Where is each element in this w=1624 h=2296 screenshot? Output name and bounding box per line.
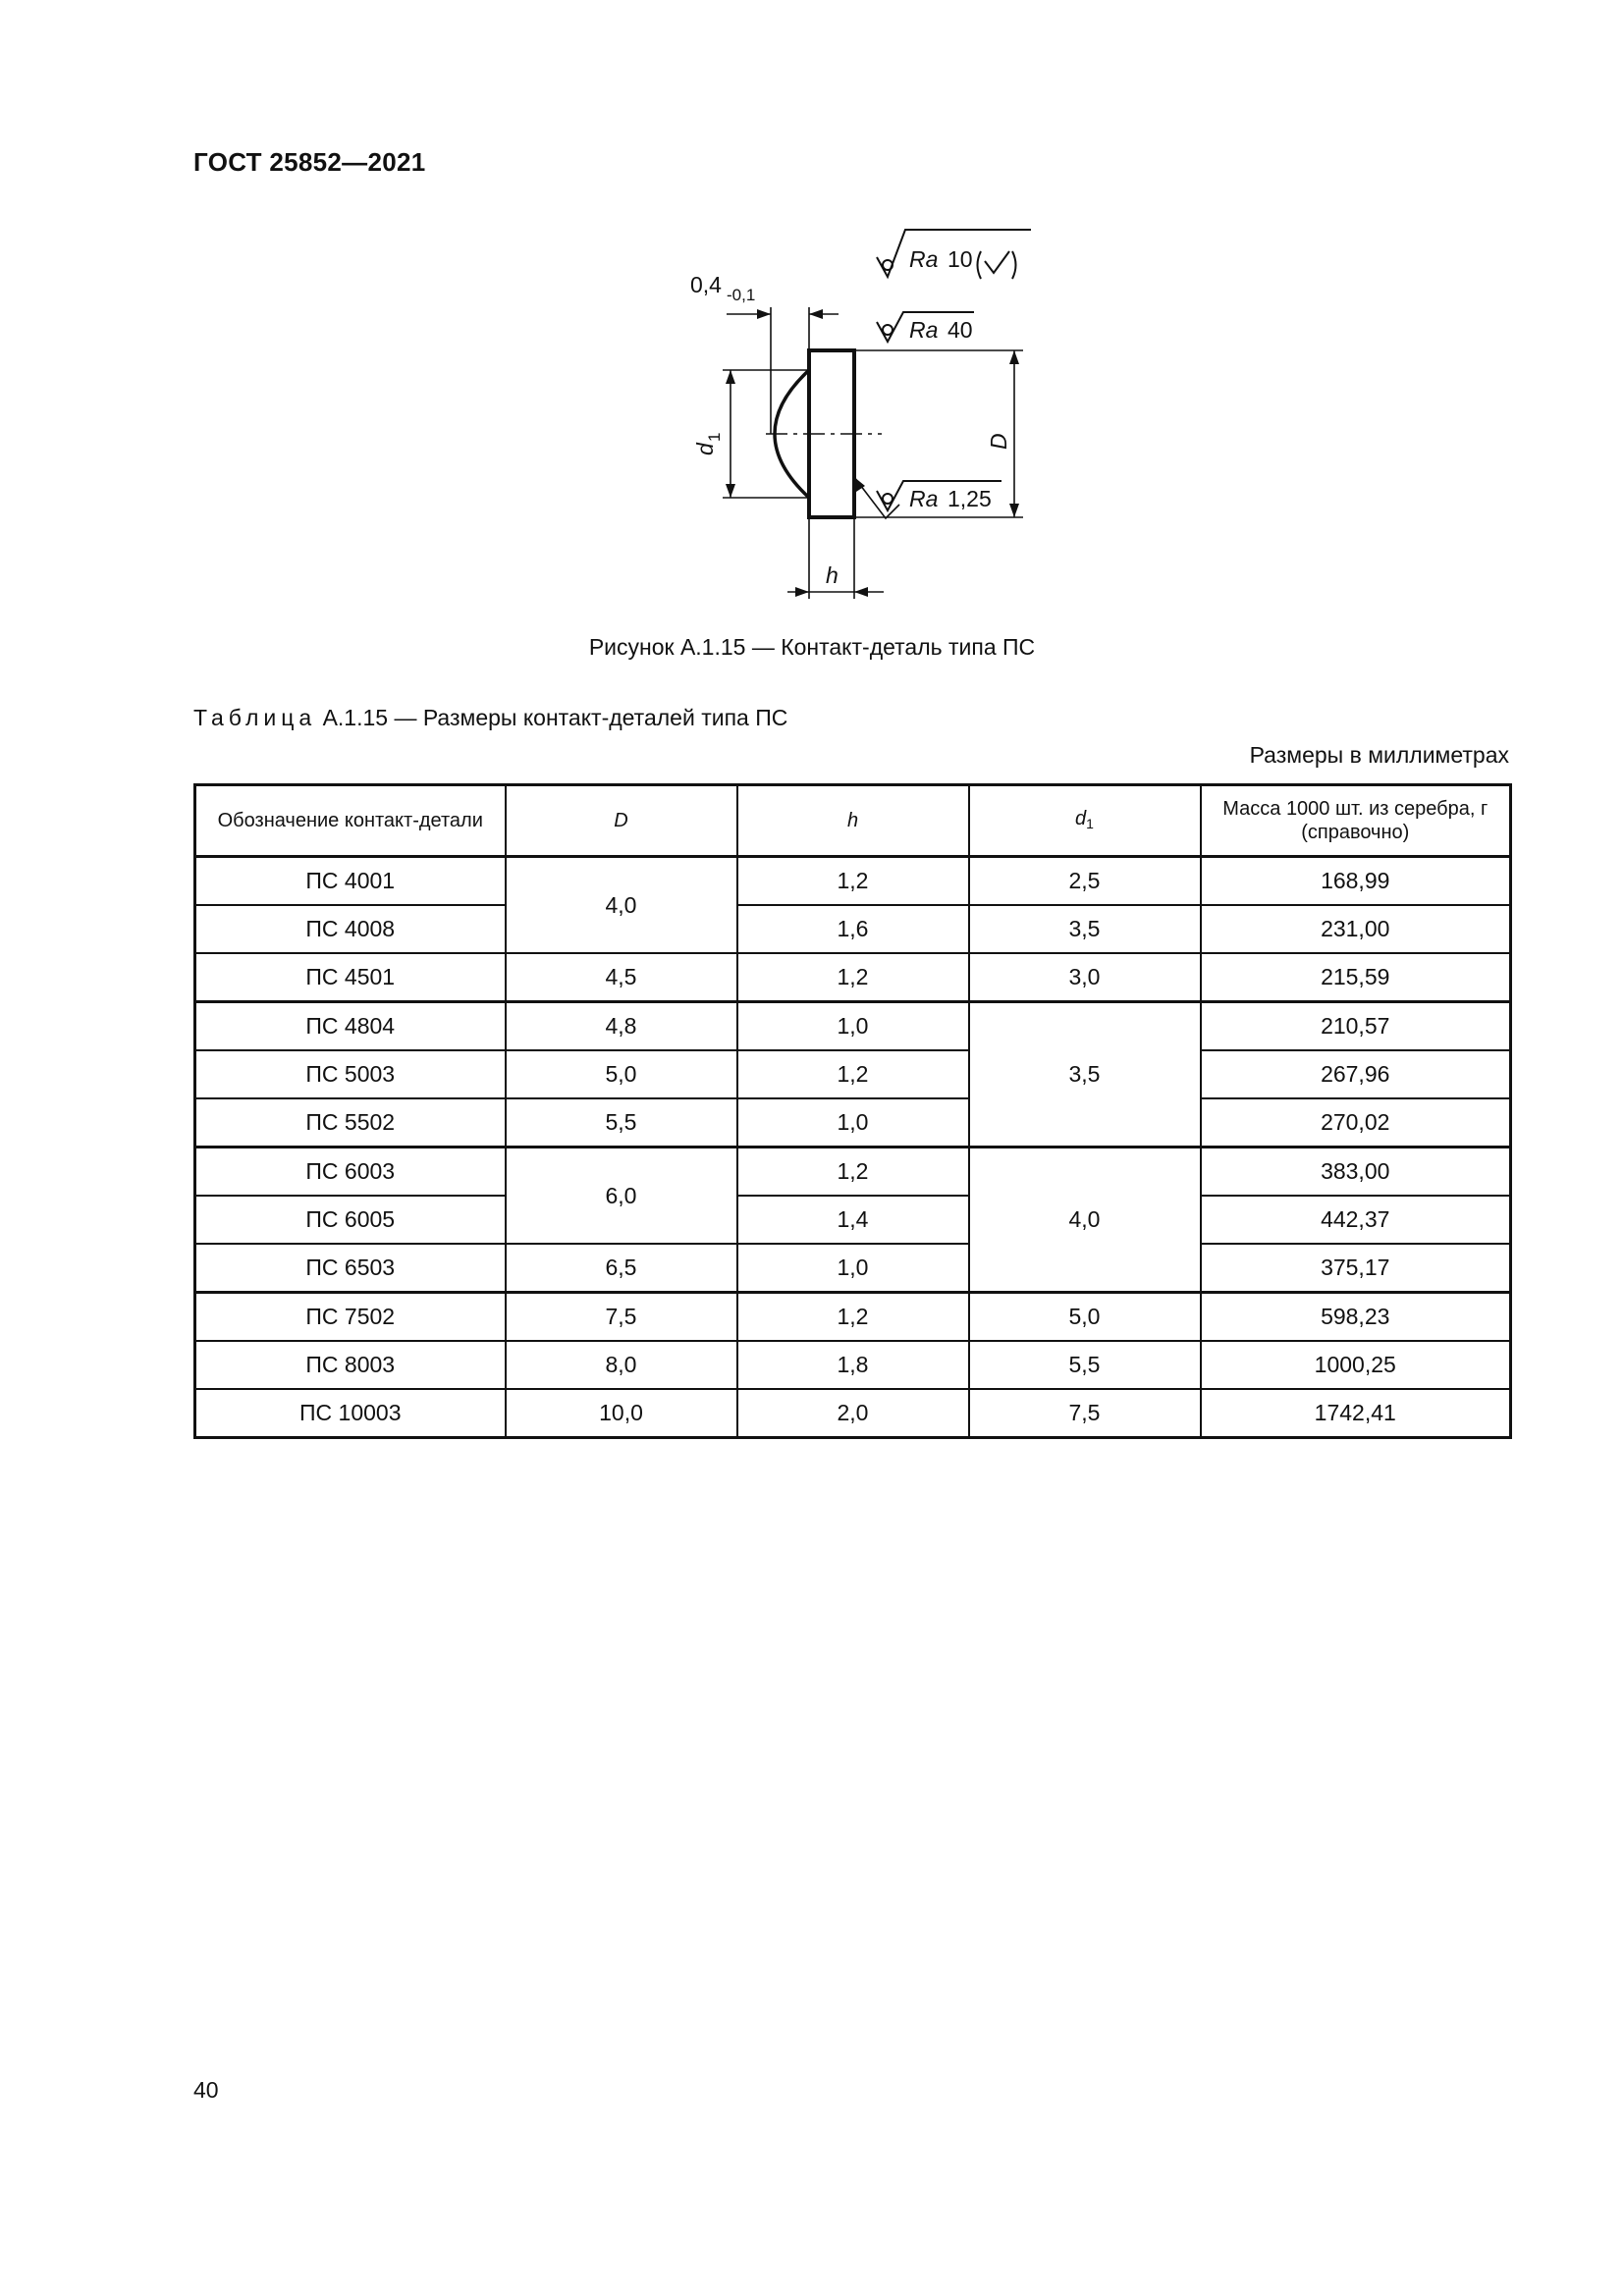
dimensions-table	[193, 783, 1512, 1439]
cell-D: 8,0	[506, 1341, 737, 1389]
cell-mass: 1000,25	[1201, 1341, 1511, 1389]
cell-h: 1,0	[737, 1244, 969, 1293]
cell-d1: 5,5	[969, 1341, 1201, 1389]
cell-designation: ПС 6003	[195, 1148, 506, 1197]
header-d1-sub: 1	[1086, 815, 1094, 831]
cell-h: 1,2	[737, 1293, 969, 1342]
cell-mass: 210,57	[1201, 1002, 1511, 1051]
cell-designation: ПС 5003	[195, 1050, 506, 1098]
header-designation: Обозначение контакт-детали	[195, 785, 506, 857]
ra-value-bottom: 1,25	[947, 486, 992, 511]
ra-value-mid: 40	[947, 317, 973, 343]
cell-D: 4,8	[506, 1002, 737, 1051]
cell-mass: 383,00	[1201, 1148, 1511, 1197]
cell-mass: 270,02	[1201, 1098, 1511, 1148]
cell-designation: ПС 4501	[195, 953, 506, 1002]
document-header: ГОСТ 25852—2021	[193, 147, 426, 177]
tolerance-value: 0,4	[690, 272, 722, 297]
cell-h: 1,2	[737, 857, 969, 906]
cell-mass: 1742,41	[1201, 1389, 1511, 1438]
header-mass: Масса 1000 шт. из серебра, г (справочно)	[1201, 785, 1511, 857]
ra-label-top: Ra	[909, 246, 939, 272]
cell-designation: ПС 10003	[195, 1389, 506, 1438]
table-row	[195, 1148, 1511, 1197]
table-title-text: А.1.15 — Размеры контакт-деталей типа ПС	[322, 705, 788, 730]
dim-label-d1-sub: 1	[705, 432, 724, 442]
cell-d1: 5,0	[969, 1293, 1201, 1342]
drawing-svg	[628, 224, 1060, 607]
table-row	[195, 1098, 1511, 1148]
table-row	[195, 857, 1511, 906]
cell-designation: ПС 5502	[195, 1098, 506, 1148]
header-h: h	[737, 785, 969, 857]
table-row	[195, 905, 1511, 953]
cell-mass: 598,23	[1201, 1293, 1511, 1342]
page-number: 40	[193, 2077, 219, 2103]
cell-designation: ПС 4008	[195, 905, 506, 953]
checkmark-icon	[985, 251, 1009, 273]
cell-h: 2,0	[737, 1389, 969, 1438]
units-note: Размеры в миллиметрах	[1249, 742, 1509, 768]
cell-mass: 168,99	[1201, 857, 1511, 906]
table-title	[193, 705, 787, 731]
header-d1-letter: d	[1075, 807, 1087, 829]
cell-d1: 4,0	[969, 1148, 1201, 1293]
cell-designation: ПС 4001	[195, 857, 506, 906]
table-row	[195, 1050, 1511, 1098]
tolerance-subscript: -0,1	[727, 286, 756, 304]
ra-label-mid: Ra	[909, 317, 939, 343]
table-row	[195, 953, 1511, 1002]
cell-d1: 2,5	[969, 857, 1201, 906]
cell-mass: 267,96	[1201, 1050, 1511, 1098]
table-row	[195, 1293, 1511, 1342]
cell-h: 1,2	[737, 1148, 969, 1197]
cell-D: 6,5	[506, 1244, 737, 1293]
cell-h: 1,0	[737, 1098, 969, 1148]
cell-designation: ПС 6503	[195, 1244, 506, 1293]
cell-mass: 231,00	[1201, 905, 1511, 953]
cell-mass: 215,59	[1201, 953, 1511, 1002]
table-label: Таблица	[193, 705, 317, 730]
cell-designation: ПС 7502	[195, 1293, 506, 1342]
cell-mass: 375,17	[1201, 1244, 1511, 1293]
cell-designation: ПС 8003	[195, 1341, 506, 1389]
cell-D: 5,0	[506, 1050, 737, 1098]
header-D: D	[506, 785, 737, 857]
cell-d1: 7,5	[969, 1389, 1201, 1438]
cell-designation: ПС 4804	[195, 1002, 506, 1051]
cell-h: 1,0	[737, 1002, 969, 1051]
dim-label-D: D	[986, 433, 1011, 450]
cell-designation: ПС 6005	[195, 1196, 506, 1244]
table-row	[195, 1341, 1511, 1389]
cell-h: 1,6	[737, 905, 969, 953]
cell-D: 10,0	[506, 1389, 737, 1438]
cell-D: 4,0	[506, 857, 737, 954]
cell-d1: 3,0	[969, 953, 1201, 1002]
cell-mass: 442,37	[1201, 1196, 1511, 1244]
cell-h: 1,4	[737, 1196, 969, 1244]
cell-h: 1,8	[737, 1341, 969, 1389]
cell-D: 7,5	[506, 1293, 737, 1342]
technical-drawing	[628, 224, 1060, 607]
figure-caption: Рисунок А.1.15 — Контакт-деталь типа ПС	[588, 634, 1036, 660]
cell-D: 4,5	[506, 953, 737, 1002]
table-row	[195, 1389, 1511, 1438]
table-row	[195, 1002, 1511, 1051]
cell-d1: 3,5	[969, 905, 1201, 953]
cell-D: 5,5	[506, 1098, 737, 1148]
cell-h: 1,2	[737, 1050, 969, 1098]
table-row	[195, 1244, 1511, 1293]
dim-label-h: h	[826, 562, 839, 588]
cell-D: 6,0	[506, 1148, 737, 1245]
table-row	[195, 1196, 1511, 1244]
cell-h: 1,2	[737, 953, 969, 1002]
ra-value-top: 10	[947, 246, 973, 272]
cell-d1: 3,5	[969, 1002, 1201, 1148]
ra-label-bottom: Ra	[909, 486, 939, 511]
dim-label-d1: d	[692, 443, 718, 455]
table-header-row	[195, 785, 1511, 857]
header-d1	[969, 785, 1201, 857]
